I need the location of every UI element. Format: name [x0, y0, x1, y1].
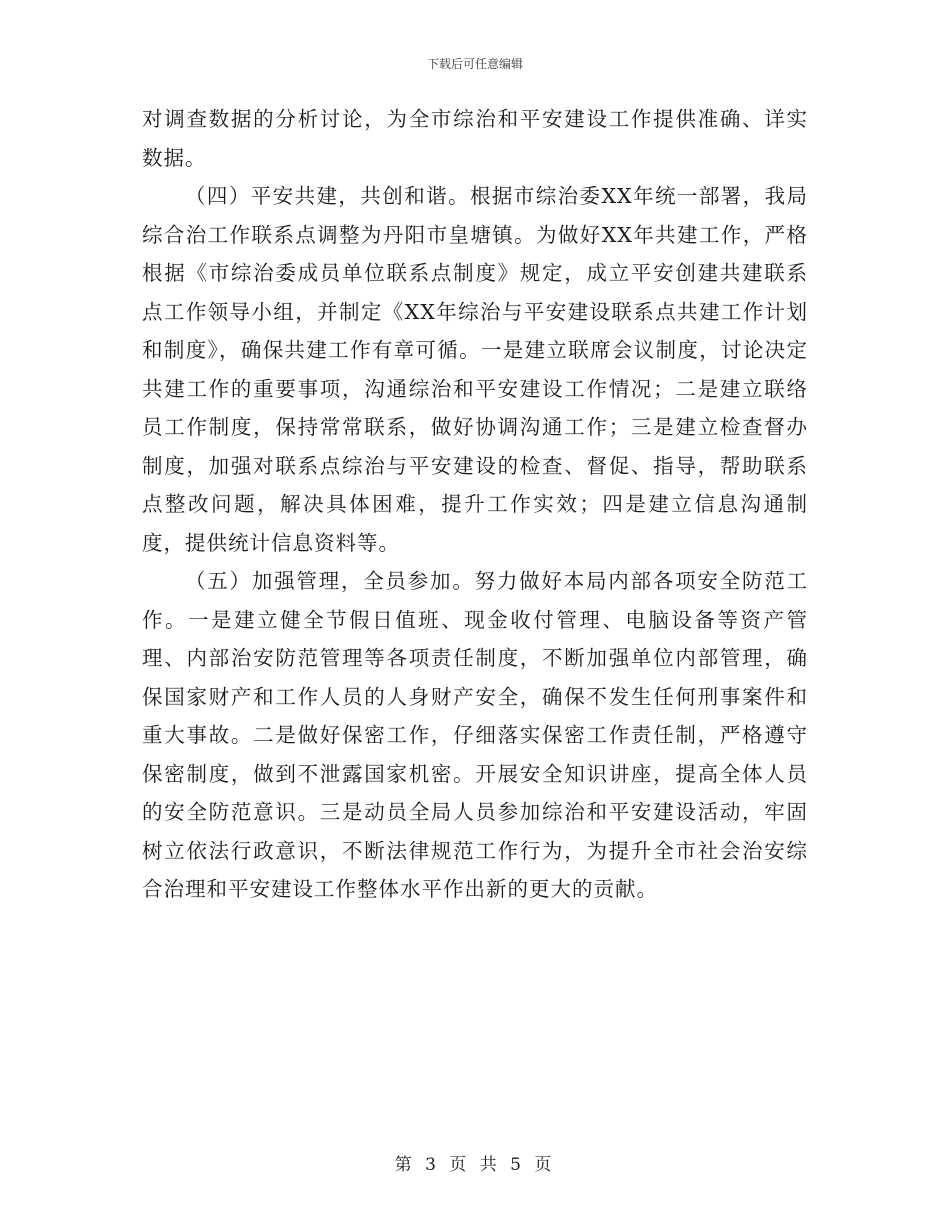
paragraph-continuation: 对调查数据的分析讨论，为全市综治和平安建设工作提供准确、详实数据。: [142, 107, 808, 170]
paragraph-section-five: （五）加强管理，全员参加。努力做好本局内部各项安全防范工作。一是建立健全节假日值班、现金收付管理、电脑设备等资产管理、内部治安防范管理等各项责任制度，不断加强单位内部管理，确保国家财产和工作人员的人身财产安全，确保不发生任何刑事案件和重大事故。二是做好保密工作，仔细落实保密工作责任制，严格遵守保密制度，做到不泄露国家机密。开展安全知识讲座，提高全体人员的安全防范意识。三是动员全局人员参加综治和平安建设活动，牢固树立依法行政意识，不断法律规范工作行为，为提升全市社会治安综合治理和平安建设工作整体水平作出新的更大的贡献。: [142, 569, 808, 901]
document-body: [142, 100, 808, 909]
page-header-note: 下载后可任意编辑: [426, 57, 523, 71]
page-number: 第 3 页 共 5 页: [394, 1155, 556, 1175]
paragraph-section-four: （四）平安共建，共创和谐。根据市综治委XX年统一部署，我局综合治工作联系点调整为丹阳市皇塘镇。为做好XX年共建工作，严格根据《市综治委成员单位联系点制度》规定，成立平安创建共建联系点工作领导小组，并制定《XX年综治与平安建设联系点共建工作计划和制度》，确保共建工作有章可循。一是建立联席会议制度，讨论决定共建工作的重要事项，沟通综治和平安建设工作情况；二是建立联络员工作制度，保持常常联系，做好协调沟通工作；三是建立检查督办制度，加强对联系点综治与平安建设的检查、督促、指导，帮助联系点整改问题，解决具体困难，提升工作实效；四是建立信息沟通制度，提供统计信息资料等。: [142, 184, 808, 555]
